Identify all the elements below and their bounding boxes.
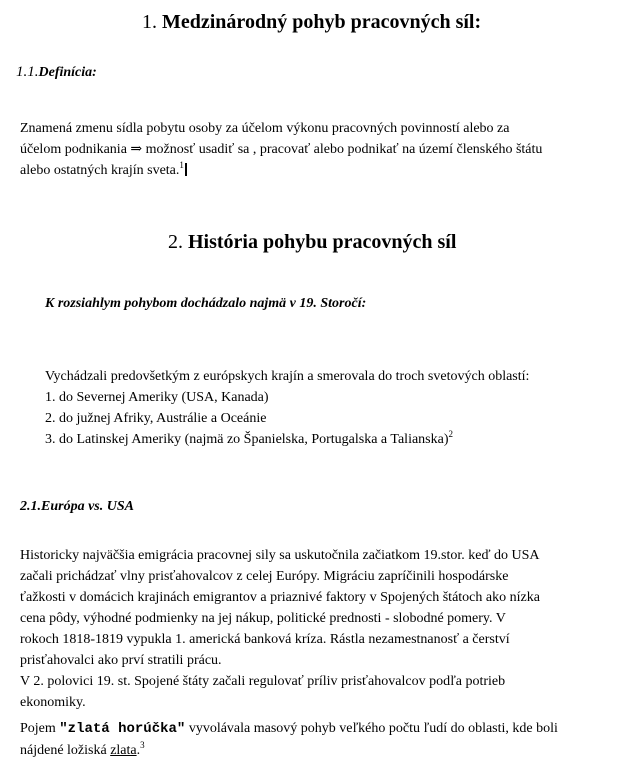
section-2-subheading: K rozsiahlym pohybom dochádzalo najmä v 19. Storočí: bbox=[45, 296, 367, 311]
goldrush-line-2 bbox=[20, 740, 630, 761]
history-line: prisťahovalci ako prví stratili prácu. bbox=[20, 653, 222, 668]
subsection-2-1-title: Európa vs. USA bbox=[41, 499, 134, 514]
migration-block bbox=[45, 366, 630, 450]
goldrush-prefix: Pojem bbox=[20, 721, 56, 736]
migration-item-1: 1. do Severnej Ameriky (USA, Kanada) bbox=[45, 390, 269, 405]
goldrush-rest: vyvolávala masový pohyb veľkého počtu ľudí do oblasti, kde boli bbox=[188, 721, 558, 736]
section-1-title: Medzinárodný pohyb pracovných síl: bbox=[162, 11, 482, 33]
migration-item-3 bbox=[45, 429, 630, 450]
definition-line-3-text: alebo ostatných krajín sveta. bbox=[20, 163, 180, 178]
definition-line-2 bbox=[20, 139, 630, 160]
subsection-1-1-heading bbox=[16, 64, 97, 81]
migration-item-2: 2. do južnej Afriky, Austrálie a Oceánie bbox=[45, 411, 267, 426]
history-line: cena pôdy, výhodné podmienky na jej nákup, politické prednosti - slobodné pomery. V bbox=[20, 611, 506, 626]
history-line: Historicky najväčšia emigrácia pracovnej sily sa uskutočnila začiatkom 19.stor. keď do USA bbox=[20, 548, 540, 563]
subsection-1-1-number: 1.1. bbox=[16, 64, 39, 80]
section-2-heading bbox=[168, 231, 456, 254]
goldrush-line-1 bbox=[20, 718, 630, 740]
section-1-heading bbox=[142, 11, 481, 34]
definition-line-2-end: možnosť usadiť sa , pracovať alebo podnikať na území členského štátu bbox=[145, 142, 543, 157]
footnote-ref-3[interactable]: 3 bbox=[140, 740, 145, 750]
goldrush-period: . bbox=[136, 743, 141, 758]
history-line: rokoch 1818-1819 vypukla 1. americká banková kríza. Rástla nezamestnanosť a čerství bbox=[20, 632, 510, 647]
subsection-2-1-heading bbox=[20, 499, 134, 515]
subsection-2-1-number: 2.1. bbox=[20, 499, 41, 514]
section-2-title: História pohybu pracovných síl bbox=[188, 231, 457, 253]
history-line: ťažkosti v domácich krajinách emigrantov a priaznivé faktory v Spojených štátoch ako nízka bbox=[20, 590, 540, 605]
migration-item-3-text: 3. do Latinskej Ameriky (najmä zo Španielska, Portugalska a Talianska) bbox=[45, 432, 449, 447]
definition-line-3 bbox=[20, 160, 630, 181]
text-cursor bbox=[185, 163, 187, 176]
section-2-number: 2. bbox=[168, 231, 183, 253]
history-line: začali prichádzať vlny prisťahovalcov z celej Európy. Migráciu zapríčinili hospodárske bbox=[20, 569, 509, 584]
definition-paragraph bbox=[20, 118, 630, 181]
footnote-ref-1[interactable]: 1 bbox=[179, 160, 184, 170]
history-line: ekonomiky. bbox=[20, 695, 86, 710]
goldrush-paragraph bbox=[20, 718, 630, 761]
definition-line-2-start: účelom podnikania bbox=[20, 142, 127, 157]
footnote-ref-2[interactable]: 2 bbox=[448, 429, 453, 439]
migration-intro: Vychádzali predovšetkým z európskych krajín a smerovala do troch svetových oblastí: bbox=[45, 369, 530, 384]
implies-arrow-icon: ⇒ bbox=[130, 142, 143, 157]
goldrush-term: "zlatá horúčka" bbox=[59, 721, 186, 737]
definition-line-1: Znamená zmenu sídla pobytu osoby za účelom výkonu pracovných povinností alebo za bbox=[20, 121, 510, 136]
gold-link[interactable]: zlata bbox=[110, 743, 137, 758]
section-1-number: 1. bbox=[142, 11, 157, 33]
goldrush-line-2-start: nájdené ložiská bbox=[20, 743, 107, 758]
subsection-1-1-title: Definícia: bbox=[38, 65, 97, 80]
history-paragraph bbox=[20, 545, 630, 713]
history-line: V 2. polovici 19. st. Spojené štáty začali regulovať príliv prisťahovalcov podľa potrieb bbox=[20, 674, 506, 689]
